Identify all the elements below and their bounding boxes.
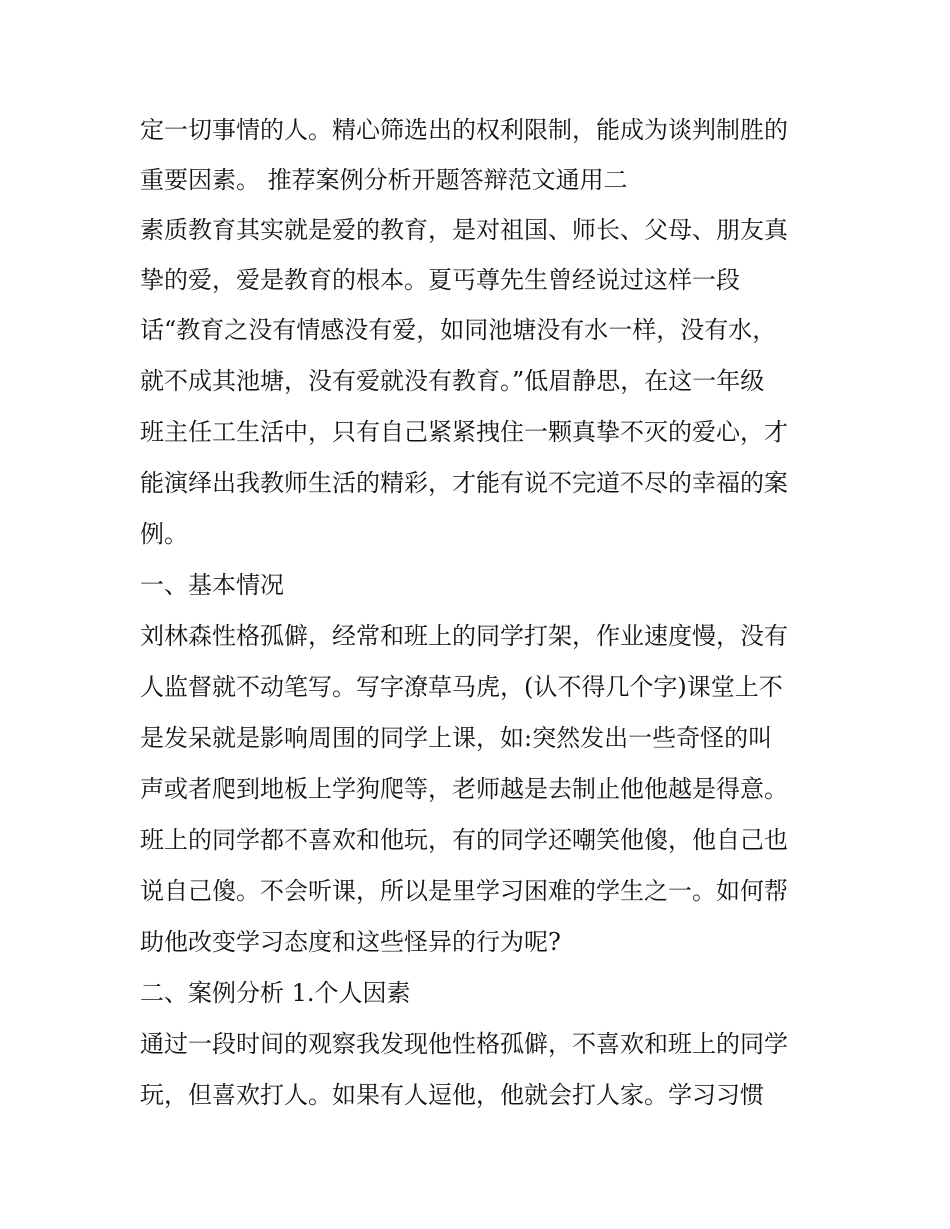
text-line: 班上的同学都不喜欢和他玩，有的同学还嘲笑他傻，他自己也: [140, 826, 788, 854]
section-heading: 一、基本情况: [140, 571, 284, 599]
text-line: 声或者爬到地板上学狗爬等，老师越是去制止他他越是得意。: [140, 775, 788, 803]
text-line: 重要因素。 推荐案例分析开题答辩范文通用二: [140, 166, 628, 194]
text-line: 定一切事情的人。精心筛选出的权利限制，能成为谈判制胜的: [140, 116, 788, 144]
text-line: 话“教育之没有情感没有爱，如同池塘没有水一样，没有水，: [140, 316, 777, 344]
section-heading: 二、案例分析 1.个人因素: [140, 979, 411, 1007]
text-line: 助他改变学习态度和这些怪异的行为呢?: [140, 928, 561, 956]
text-line: 能演绎出我教师生活的精彩，才能有说不完道不尽的幸福的案: [140, 469, 788, 497]
text-line: 班主任工生活中，只有自己紧紧拽住一颗真挚不灭的爱心，才: [140, 418, 788, 446]
text-line: 刘林森性格孤僻，经常和班上的同学打架，作业速度慢，没有: [140, 622, 788, 650]
text-line: 就不成其池塘，没有爱就没有教育。”低眉静思，在这一年级: [140, 367, 765, 395]
document-body: [140, 105, 820, 1121]
text-line: 挚的爱，爱是教育的根本。夏丐尊先生曾经说过这样一段: [140, 266, 740, 294]
text-line: 说自己傻。不会听课，所以是里学习困难的学生之一。如何帮: [140, 877, 788, 905]
text-line: 例。: [140, 520, 188, 548]
text-line: 通过一段时间的观察我发现他性格孤僻，不喜欢和班上的同学: [140, 1030, 788, 1058]
text-line: 素质教育其实就是爱的教育，是对祖国、师长、父母、朋友真: [140, 216, 788, 244]
text-line: 人监督就不动笔写。写字潦草马虎，(认不得几个字)课堂上不: [140, 673, 783, 701]
text-line: 是发呆就是影响周围的同学上课，如:突然发出一些奇怪的叫: [140, 724, 773, 752]
text-line: 玩，但喜欢打人。如果有人逗他，他就会打人家。学习习惯: [140, 1081, 764, 1109]
